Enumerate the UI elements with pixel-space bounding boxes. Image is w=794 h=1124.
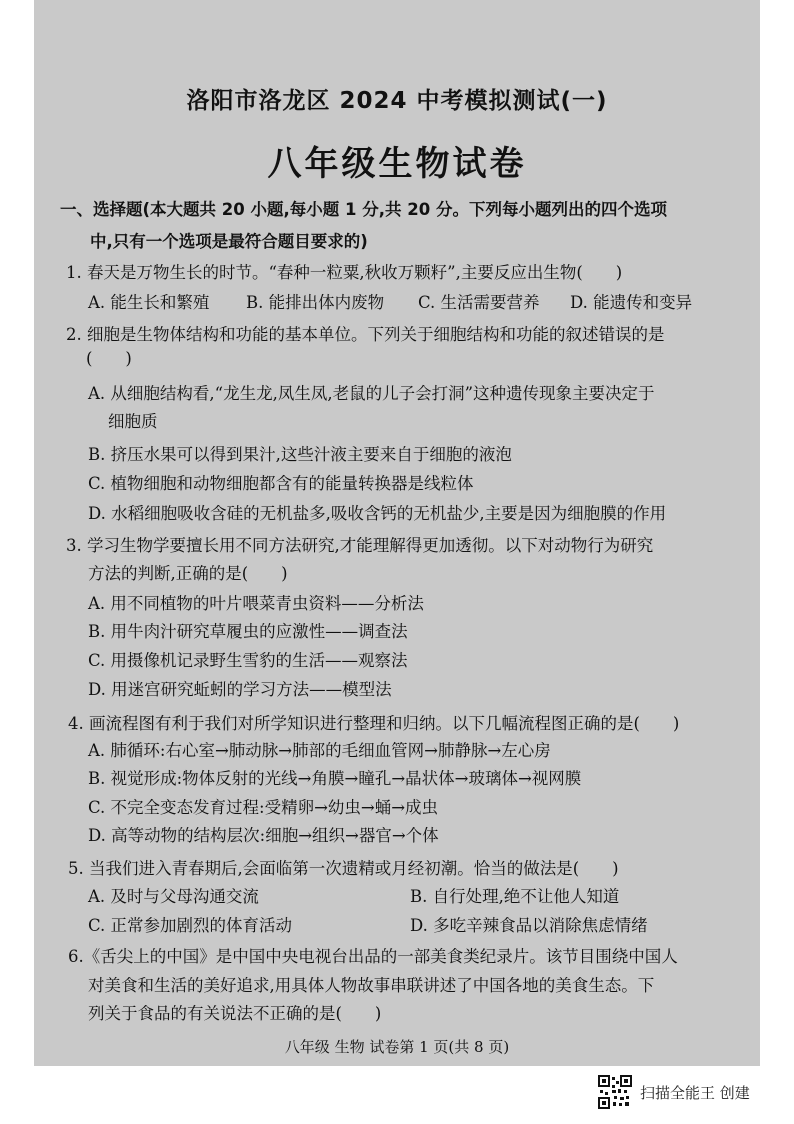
q1-option-b: B. 能排出体内废物	[246, 293, 385, 312]
q2-option-d: D. 水稻细胞吸收含硅的无机盐多,吸收含钙的无机盐少,主要是因为细胞膜的作用	[88, 504, 667, 523]
q3-option-c: C. 用摄像机记录野生雪豹的生活——观察法	[88, 651, 408, 670]
q4-option-d: D. 高等动物的结构层次:细胞→组织→器官→个体	[88, 826, 439, 845]
q3-stem-line1: 3. 学习生物学要擅长用不同方法研究,才能理解得更加透彻。以下对动物行为研究	[66, 536, 654, 555]
qr-code-icon	[598, 1075, 632, 1109]
q1-option-a: A. 能生长和繁殖	[88, 293, 210, 312]
q5-option-b: B. 自行处理,绝不让他人知道	[410, 887, 620, 906]
q5-stem: 5. 当我们进入青春期后,会面临第一次遗精或月经初潮。恰当的做法是( )	[68, 859, 619, 878]
q4-option-b: B. 视觉形成:物体反射的光线→角膜→瞳孔→晶状体→玻璃体→视网膜	[88, 769, 582, 788]
q4-option-a: A. 肺循环:右心室→肺动脉→肺部的毛细血管网→肺静脉→左心房	[88, 741, 551, 760]
q3-option-b: B. 用牛肉汁研究草履虫的应激性——调查法	[88, 622, 408, 641]
q2-stem-line2: ( )	[86, 349, 132, 368]
q1-option-d: D. 能遗传和变异	[570, 293, 693, 312]
q1-option-c: C. 生活需要营养	[418, 293, 540, 312]
q3-option-d: D. 用迷宫研究蚯蚓的学习方法——模型法	[88, 680, 392, 699]
q4-stem: 4. 画流程图有利于我们对所学知识进行整理和归纳。以下几幅流程图正确的是( )	[68, 714, 680, 733]
exam-page	[34, 0, 760, 1066]
q2-option-a-line1: A. 从细胞结构看,“龙生龙,凤生凤,老鼠的儿子会打洞”这种遗传现象主要决定于	[88, 384, 655, 403]
q5-option-c: C. 正常参加剧烈的体育活动	[88, 916, 293, 935]
q1-stem: 1. 春天是万物生长的时节。“春种一粒粟,秋收万颗籽”,主要反应出生物( )	[66, 263, 623, 282]
q6-stem-line1: 6.《舌尖上的中国》是中国中央电视台出品的一部美食类纪录片。该节目围绕中国人	[68, 947, 678, 966]
q6-stem-line3: 列关于食品的有关说法不正确的是( )	[88, 1004, 382, 1023]
q4-option-c: C. 不完全变态发育过程:受精卵→幼虫→蛹→成虫	[88, 798, 439, 817]
page-footer: 八年级 生物 试卷第 1 页(共 8 页)	[284, 1038, 510, 1056]
watermark-text: 扫描全能王 创建	[640, 1084, 750, 1102]
q3-option-a: A. 用不同植物的叶片喂菜青虫资料——分析法	[88, 594, 424, 613]
q3-stem-line2: 方法的判断,正确的是( )	[88, 564, 288, 583]
q5-option-a: A. 及时与父母沟通交流	[88, 887, 259, 906]
q5-option-d: D. 多吃辛辣食品以消除焦虑情绪	[410, 916, 648, 935]
q2-stem-line1: 2. 细胞是生物体结构和功能的基本单位。下列关于细胞结构和功能的叙述错误的是	[66, 325, 665, 344]
section-heading-line2: 中,只有一个选项是最符合题目要求的)	[90, 232, 368, 251]
section-heading-line1: 一、选择题(本大题共 20 小题,每小题 1 分,共 20 分。下列每小题列出的四个选项	[60, 200, 667, 219]
q6-stem-line2: 对美食和生活的美好追求,用具体人物故事串联讲述了中国各地的美食生态。下	[88, 976, 655, 995]
q2-option-b: B. 挤压水果可以得到果汁,这些汁液主要来自于细胞的液泡	[88, 445, 512, 464]
q2-option-a-line2: 细胞质	[108, 412, 158, 431]
exam-title: 洛阳市洛龙区 2024 中考模拟测试(一)	[186, 88, 608, 114]
exam-subtitle: 八年级生物试卷	[267, 144, 527, 184]
q2-option-c: C. 植物细胞和动物细胞都含有的能量转换器是线粒体	[88, 474, 474, 493]
